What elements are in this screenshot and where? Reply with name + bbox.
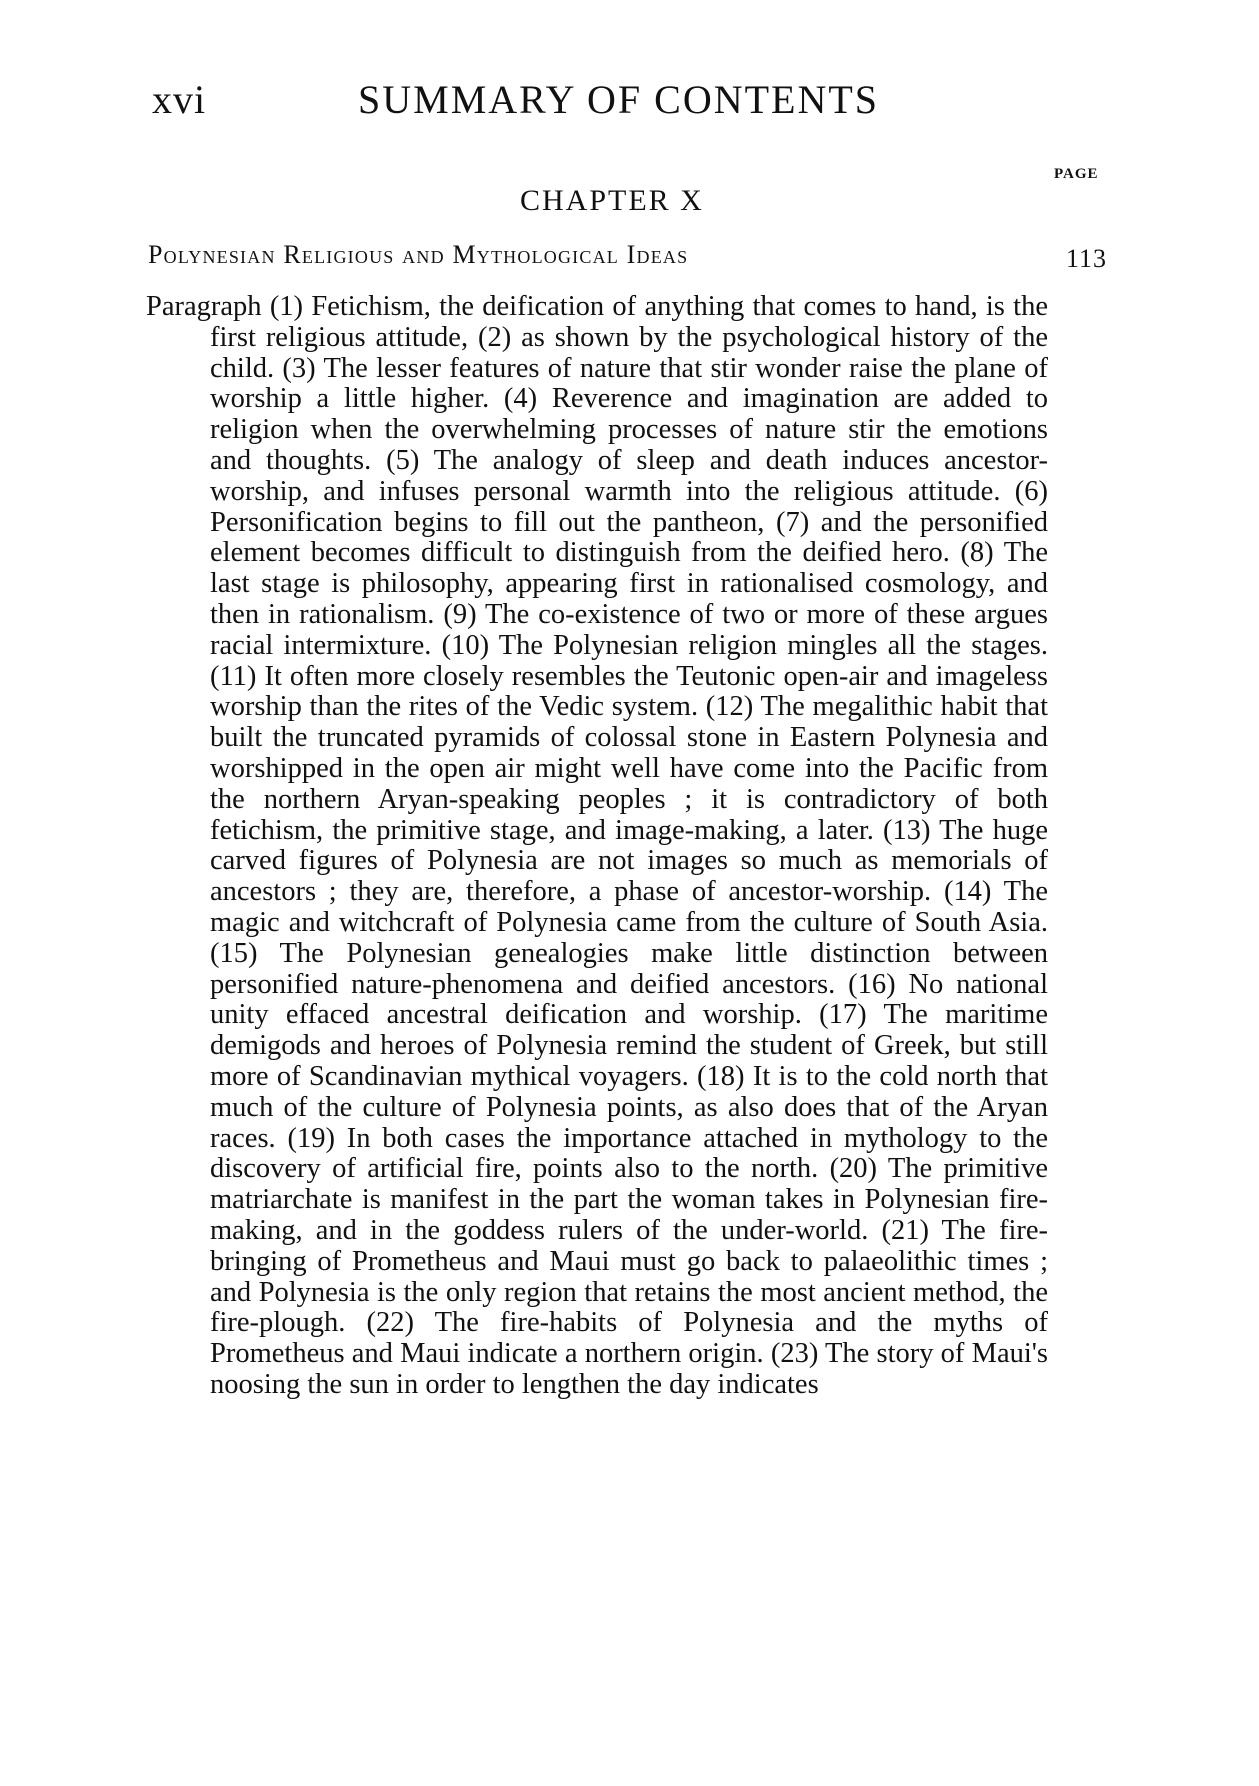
chapter-page-number: 113 xyxy=(1066,244,1108,273)
page-column-label: PAGE xyxy=(1054,166,1099,182)
chapter-title: Polynesian Religious and Mythological Ideas xyxy=(148,240,689,269)
chapter-summary-paragraph: Paragraph (1) Fetichism, the deification of anything that comes to hand, is the first religious attitude, (2) as shown by the psychological history of the child. (3) The lesser features of nature that stir wonder raise the plane of worship a little higher. (4) Reverence and imagination are added to religion when the overwhelming processes of nature stir the emotions and thoughts. (5) The analogy of sleep and death induces ancestor-worship, and infuses personal warmth into the religious attitude. (6) Personification begins to fill out the pantheon, (7) and the personified element becomes difficult to distinguish from the deified hero. (8) The last stage is philosophy, appearing first in rationalised cosmology, and then in rationalism. (9) The co-existence of two or more of these argues racial intermixture. (10) The Polynesian religion mingles all the stages. (11) It often more closely resembles the Teutonic open-air and imageless worship than the rites of the Vedic system. (12) The megalithic habit that built the truncated pyramids of colossal stone in Eastern Polynesia and worshipped in the open air might well have come into the Pacific from the northern Aryan-speaking peoples ; it is contradictory of both fetichism, the primitive stage, and image-making, a later. (13) The huge carved figures of Polynesia are not images so much as memorials of ancestors ; they are, therefore, a phase of ancestor-worship. (14) The magic and witchcraft of Polynesia came from the culture of South Asia. (15) The Polynesian genealogies make little distinction between personified nature-phenomena and deified ancestors. (16) No national unity effaced ancestral deification and worship. (17) The maritime demigods and heroes of Polynesia remind the student of Greek, but still more of Scandinavian mythical voyagers. (18) It is to the cold north that much of the culture of Polynesia points, as also does that of the Aryan races. (19) In both cases the importance attached in mythology to the discovery of artificial fire, points also to the north. (20) The primitive matriarchate is manifest in the part the woman takes in Polynesian fire-making, and in the goddess rulers of the under-world. (21) The fire-bringing of Prometheus and Maui must go back to palaeolithic times ; and Polynesia is the only region that retains the most ancient method, the fire-plough. (22) The fire-habits of Polynesia and the myths of Prometheus and Maui indicate a northern origin. (23) The story of Maui's noosing the sun in order to lengthen the day indicates xyxy=(146,291,1048,1400)
chapter-heading: CHAPTER X xyxy=(520,184,704,217)
page-folio: xvi xyxy=(152,77,207,122)
running-head-title: SUMMARY OF CONTENTS xyxy=(358,77,880,122)
